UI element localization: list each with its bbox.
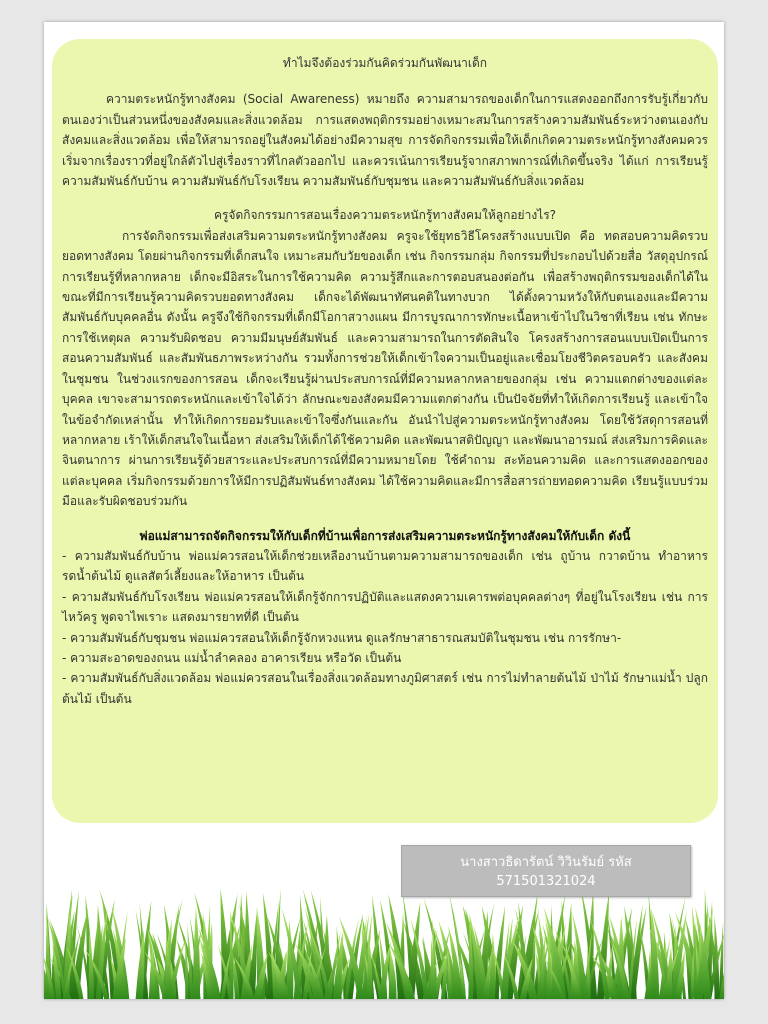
- grass-blade: [192, 907, 200, 999]
- article-title: ทำไมจึงต้องร่วมกันคิดร่วมกันพัฒนาเด็ก: [282, 56, 488, 70]
- content-card: [52, 39, 718, 823]
- bullet-community: - ความสัมพันธ์กับชุมชน พ่อแม่ควรสอนให้เด็กรู้จักหวงแหน ดูแลรักษาสาธารณสมบัติในชุมชน เช่น การรักษา-: [62, 630, 622, 645]
- bullet-home: - ความสัมพันธ์กับบ้าน พ่อแม่ควรสอนให้เด็กช่วยเหลืองานบ้านตามความสามารถของเด็ก เช่น ถูบ้าน กวาดบ้าน ทำอาหาร รดน้ำต้นไม้ ดูแลสัตว์เลี้ยงและให้อาหาร เป็นต้น: [62, 548, 708, 584]
- parents-heading: พ่อแม่สามารถจัดกิจกรรมให้กับเด็กที่บ้านเพื่อการส่งเสริมความตระหนักรู้ทางสังคมให้กับเด็ก ดังนี้: [139, 528, 631, 543]
- author-name: นางสาวธิดารัตน์ วิวินรัมย์ รหัส: [460, 855, 632, 870]
- bullet-school: - ความสัมพันธ์กับโรงเรียน พ่อแม่ควรสอนให้เด็กรู้จักการปฏิบัติและแสดงความเคารพต่อบุคคลต่างๆ ที่อยู่ในโรงเรียน เช่น การไหว้ครู พูดจาไพเราะ แสดงมารยาทที่ดี เป็นต้น: [62, 589, 708, 625]
- grass-illustration: [44, 882, 724, 999]
- question-heading: ครูจัดกิจกรรมการสอนเรื่องความตระหนักรู้ทางสังคมให้ลูกอย่างไร?: [213, 208, 557, 223]
- document-page: [44, 22, 724, 999]
- bullet-cleanliness: - ความสะอาดของถนน แม่น้ำลำคลอง อาคารเรียน หรือวัด เป็นต้น: [62, 650, 402, 665]
- author-box: [401, 845, 691, 897]
- author-id: 571501321024: [496, 874, 596, 889]
- intro-paragraph: ความตระหนักรู้ทางสังคม (Social Awareness) หมายถึง ความสามารถของเด็กในการแสดงออกถึงการรับรู้เกี่ยวกับตนเองว่าเป็นส่วนหนึ่งของสังคมและสิ่งแวดล้อม การแสดงพฤติกรรมอย่างเหมาะสมในการสร้างความสัมพันธ์ระหว่างตนเองกับสังคมและสิ่งแวดล้อม เพื่อให้สามารถอยู่ในสังคมได้อย่างมีความสุข การจัดกิจกรรมเพื่อให้เด็กเกิดความตระหนักรู้ทางสังคมควรเริ่มจากเรื่องราวที่อยู่ใกล้ตัวไปสู่เรื่องราวที่ไกลตัวออกไป และควรเน้นการเรียนรู้จากสภาพการณ์ที่เกิดขึ้นจริง ได้แก่ การเรียนรู้ความสัมพันธ์กับบ้าน ความสัมพันธ์กับโรงเรียน ความสัมพันธ์กับชุมชน และความสัมพันธ์กับสิ่งแวดล้อม: [62, 92, 708, 189]
- bullet-environment: - ความสัมพันธ์กับสิ่งแวดล้อม พ่อแม่ควรสอนในเรื่องสิ่งแวดล้อมทางภูมิศาสตร์ เช่น การไม่ทำลายต้นไม้ ป่าไม้ รักษาแม่น้ำ ปลูกต้นไม้ เป็นต้น: [62, 671, 708, 706]
- grass-blade: [149, 948, 156, 999]
- answer-paragraph: การจัดกิจกรรมเพื่อส่งเสริมความตระหนักรู้ทางสังคม ครูจะใช้ยุทธวิธีโครงสร้างแบบเปิด คือ ทดสอบความคิดรวบยอดทางสังคม โดยผ่านกิจกรรมที่เด็กสนใจ เหมาะสมกับวัยของเด็ก เช่น กิจกรรมกลุ่ม กิจกรรมที่ประกอบไปด้วยสื่อ วัสดุอุปกรณ์การเรียนรู้ที่หลากหลาย เด็กจะมีอิสระในการใช้ความคิด ความรู้สึกและการตอบสนองต่อกัน เพื่อสร้างพฤติกรรมของเด็กได้ในขณะที่มีการเรียนรู้ความคิดรวบยอดทางสังคม เด็กจะได้พัฒนาทัศนคติในทางบวก ได้ตั้งความหวังให้กับตนเองและมีความสัมพันธ์กับบุคคลอื่น ดังนั้น ครูจึงใช้กิจกรรมที่เด็กมีโอกาสวางแผน มีการบูรณาการทักษะเนื้อหาเข้าไปในวิชาที่เรียน เช่น ทักษะการใช้เหตุผล ความรับผิดชอบ ความมีมนุษย์สัมพันธ์ และความสามารถในการตัดสินใจ โครงสร้างการสอนแบบเปิดเป็นการสอนความสัมพันธ์ และสัมพันธภาพระหว่างกัน รวมทั้งการช่วยให้เด็กเข้าใจความเป็นอยู่และเชื่อมโยงชีวิตครอบครัว และสังคมในชุมชน ในช่วงแรกของการสอน เด็กจะเรียนรู้ผ่านประสบการณ์ที่มีความหลากหลายของกลุ่ม เช่น ความแตกต่างของแต่ละบุคคล เขาจะสามารถตระหนักและเข้าใจได้ว่า ลักษณะของสังคมมีความแตกต่างกัน เป็นปัจจัยที่ทำให้เกิดการเรียนรู้ และเข้าใจในข้อจำกัดเหล่านั้น ทำให้เกิดการยอมรับและเข้าใจซึ่งกันและกัน อันนำไปสู่ความตระหนักรู้ทางสังคม โดยใช้วัสดุการสอนที่หลากหลาย เร้าให้เด็กสนใจในเนื้อหา ส่งเสริมให้เด็กได้ใช้ความคิด และพัฒนาสติปัญญา และพัฒนาอารมณ์ ส่งเสริมการคิดและจินตนาการ ผ่านการเรียนรู้ด้วยสาระและประสบการณ์ที่มีความหมายโดย ใช้คำถาม สะท้อนความคิด และการแสดงออกของแต่ละบุคคล เริ่มกิจกรรมด้วยการให้มีการปฏิสัมพันธ์ทางสังคม ได้ใช้ความคิดและมีการสื่อสารถ่ายทอดความคิด เรียนรู้แบบร่วมมือและรับผิดชอบร่วมกัน: [62, 228, 708, 509]
